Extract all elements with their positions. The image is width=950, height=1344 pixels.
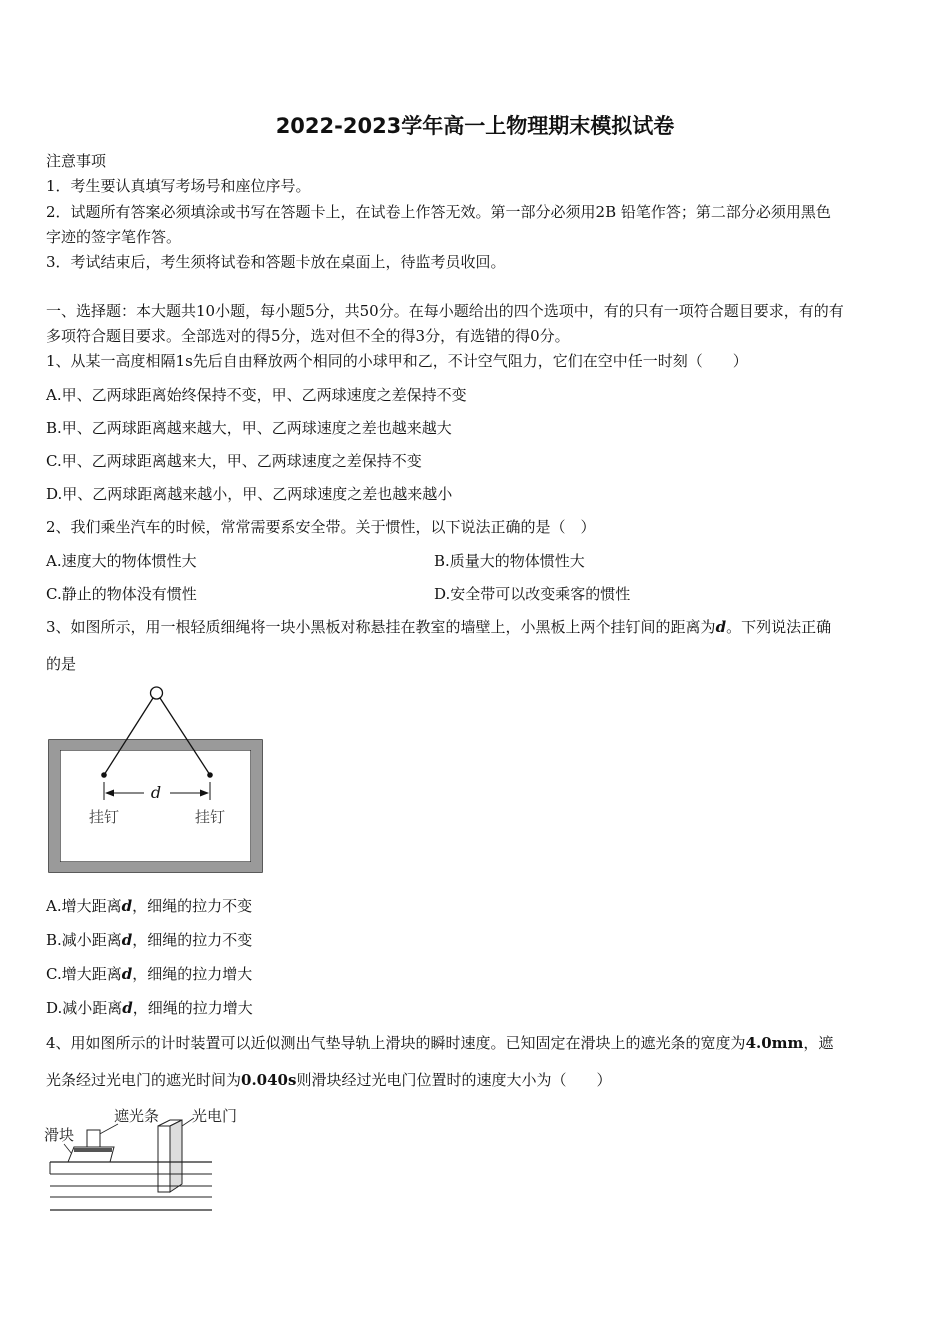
section-instructions: 多项符合题目要求。全部选对的得5分，选对但不全的得3分，有选错的得0分。 — [46, 327, 570, 345]
blackboard-figure — [46, 684, 268, 876]
q2-option-b: B.质量大的物体惯性大 — [434, 552, 585, 570]
q1-option-c: C.甲、乙两球距离越来大，甲、乙两球速度之差保持不变 — [46, 452, 422, 470]
q2-stem: 2、我们乘坐汽车的时候，常常需要系安全带。关于惯性，以下说法正确的是（ ） — [46, 518, 596, 536]
q3-option-a: A.增大距离d，细绳的拉力不变 — [46, 897, 253, 915]
nail-label: 挂钉 — [88, 808, 120, 826]
q2-option-a: A.速度大的物体惯性大 — [46, 552, 197, 570]
q3-stem-cont: 的是 — [46, 655, 77, 673]
notice-item: 3．考试结束后，考生须将试卷和答题卡放在桌面上，待监考员收回。 — [46, 253, 506, 271]
notice-item: 2．试题所有答案必须填涂或书写在答题卡上，在试卷上作答无效。第一部分必须用2B 铅笔作答；第二部分必须用黑色 — [46, 203, 831, 221]
page-title: 2022-2023学年高一上物理期末模拟试卷 — [275, 114, 675, 138]
q1-option-b: B.甲、乙两球距离越来越大，甲、乙两球速度之差也越来越大 — [46, 419, 452, 437]
q3-stem: 3、如图所示，用一根轻质细绳将一块小黑板对称悬挂在教室的墙壁上，小黑板上两个挂钉间的距离为d。下列说法正确 — [46, 618, 832, 636]
section-instructions: 一、选择题：本大题共10小题，每小题5分，共50分。在每小题给出的四个选项中，有的只有一项符合题目要求，有的有 — [46, 302, 844, 320]
q4-stem: 4、用如图所示的计时装置可以近似测出气垫导轨上滑块的瞬时速度。已知固定在滑块上的遮光条的宽度为4.0mm，遮 — [46, 1034, 834, 1052]
q4-stem-cont: 光条经过光电门的遮光时间为0.040s则滑块经过光电门位置时的速度大小为（ ） — [46, 1071, 612, 1089]
slider-label: 滑块 — [44, 1126, 75, 1144]
nail-left — [101, 772, 107, 778]
q3-option-c: C.增大距离d，细绳的拉力增大 — [46, 965, 253, 983]
nail-right — [207, 772, 213, 778]
q2-option-d: D.安全带可以改变乘客的惯性 — [434, 585, 631, 603]
q2-option-c: C.静止的物体没有惯性 — [46, 585, 197, 603]
notice-heading: 注意事项 — [46, 152, 107, 170]
gate-label: 光电门 — [192, 1107, 238, 1125]
q3-option-d: D.减小距离d，细绳的拉力增大 — [46, 999, 253, 1017]
photogate — [158, 1126, 170, 1192]
q1-option-a: A.甲、乙两球距离始终保持不变，甲、乙两球速度之差保持不变 — [46, 386, 467, 404]
distance-label: d — [150, 783, 162, 802]
nail-label: 挂钉 — [194, 808, 226, 826]
wall-hook — [151, 687, 163, 699]
q1-option-d: D.甲、乙两球距离越来越小，甲、乙两球速度之差也越来越小 — [46, 485, 453, 503]
q3-option-b: B.减小距离d，细绳的拉力不变 — [46, 931, 253, 949]
q1-stem: 1、从某一高度相隔1s先后自由释放两个相同的小球甲和乙，不计空气阻力，它们在空中任一时刻（ ） — [46, 352, 748, 370]
air-track-figure — [44, 1102, 244, 1216]
notice-item: 字迹的签字笔作答。 — [46, 228, 182, 246]
notice-item: 1．考生要认真填写考场号和座位序号。 — [46, 177, 311, 195]
light-strip — [87, 1130, 100, 1147]
strip-label: 遮光条 — [114, 1107, 160, 1125]
